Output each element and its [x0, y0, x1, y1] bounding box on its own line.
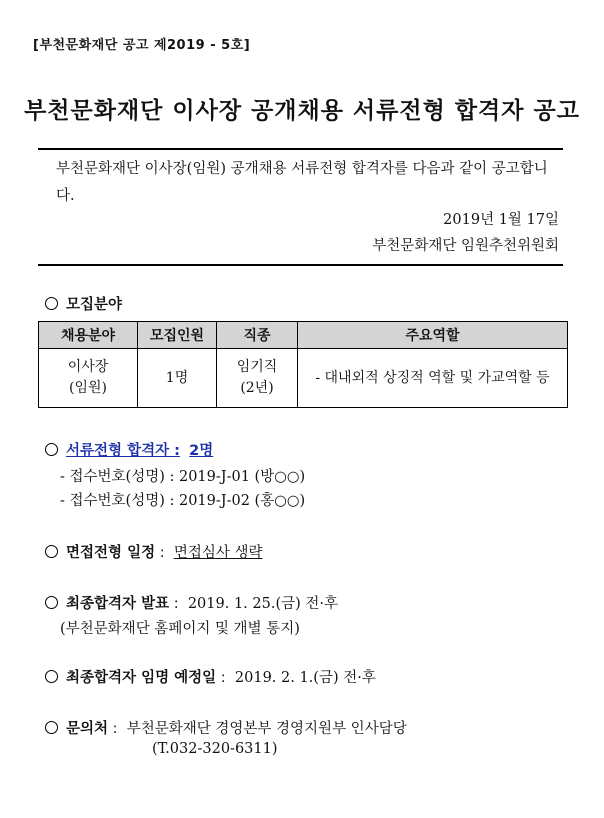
circle-bullet-icon [45, 721, 58, 734]
top-divider [38, 148, 563, 150]
recruit-table [38, 321, 568, 408]
appointment-heading: 최종합격자 임명 예정일 : 2019. 2. 1.(금) 전·후 [45, 666, 376, 687]
notice-number: [부천문화재단 공고 제2019 - 5호] [33, 38, 251, 53]
cell-count: 1명 [138, 349, 217, 408]
circle-bullet-icon [45, 297, 58, 310]
circle-bullet-icon [45, 545, 58, 558]
announcement-date: 2019년 1월 17일 [443, 212, 559, 228]
cell-type: 임기직 (2년) [217, 349, 298, 408]
cell-role: - 대내외적 상징적 역할 및 가교역할 등 [298, 349, 568, 408]
contact-phone: (T.032-320-6311) [152, 741, 278, 757]
applicant-item: - 접수번호(성명) : 2019-J-02 (홍○○) [60, 493, 306, 509]
passed-section-heading: 서류전형 합격자 : 2명 [45, 439, 213, 460]
col-header-count: 모집인원 [138, 322, 217, 349]
recruit-section-heading: 모집분야 [45, 293, 122, 314]
contact-heading: 문의처 : 부천문화재단 경영본부 경영지원부 인사담당 [45, 717, 407, 738]
circle-bullet-icon [45, 670, 58, 683]
page-title: 부천문화재단 이사장 공개채용 서류전형 합격자 공고 [24, 98, 580, 124]
col-header-field: 채용분야 [39, 322, 138, 349]
col-header-role: 주요역할 [298, 322, 568, 349]
bottom-divider [38, 264, 563, 266]
table-row [39, 349, 568, 408]
table-header-row [39, 322, 568, 349]
circle-bullet-icon [45, 596, 58, 609]
circle-bullet-icon [45, 443, 58, 456]
final-announce-note: (부천문화재단 홈페이지 및 개별 통지) [60, 621, 300, 637]
applicant-item: - 접수번호(성명) : 2019-J-01 (방○○) [60, 469, 306, 485]
issuer-name: 부천문화재단 임원추천위원회 [372, 238, 559, 254]
interview-section-heading: 면접전형 일정 : 면접심사 생략 [45, 541, 262, 562]
col-header-type: 직종 [217, 322, 298, 349]
cell-field: 이사장 (임원) [39, 349, 138, 408]
intro-text: 부천문화재단 이사장(임원) 공개채용 서류전형 합격자를 다음과 같이 공고합니다. [56, 161, 548, 204]
final-announce-heading: 최종합격자 발표 : 2019. 1. 25.(금) 전·후 [45, 592, 338, 613]
